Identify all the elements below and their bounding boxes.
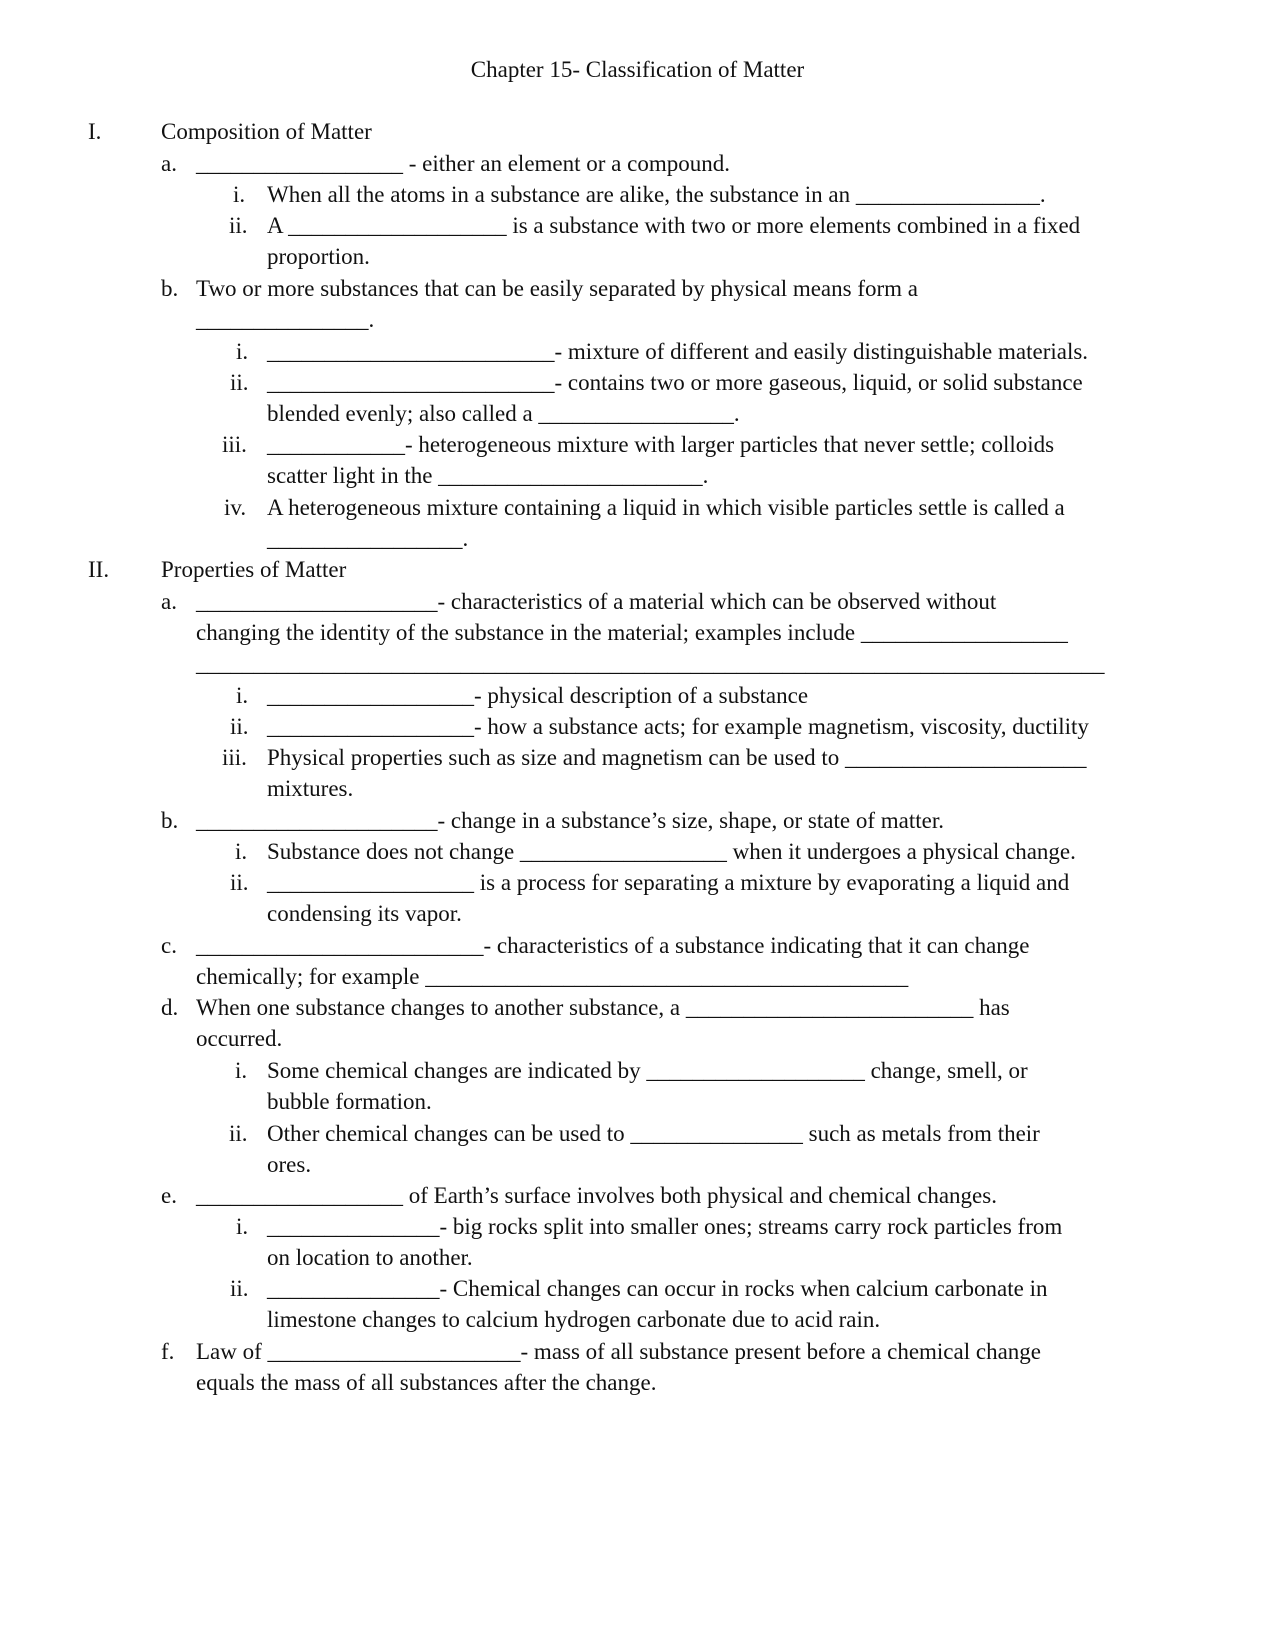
subitem-text: ____________- heterogeneous mixture with larger particles that never settle; colloids (267, 432, 1055, 457)
section-number: I. (88, 119, 102, 144)
item-text-continued: equals the mass of all substances after the change. (196, 1370, 657, 1395)
subitem-label: ii. (229, 1121, 248, 1146)
subitem-text: A ___________________ is a substance with two or more elements combined in a fixed (267, 213, 1081, 238)
subitem-label: i. (233, 182, 246, 207)
item-text-continued: changing the identity of the substance in the material; examples include __________________ (196, 620, 1068, 645)
subitem-text: Other chemical changes can be used to _______________ such as metals from their (267, 1121, 1040, 1146)
page-title: Chapter 15- Classification of Matter (470, 57, 805, 82)
item-text: Two or more substances that can be easily separated by physical means form a (196, 276, 919, 301)
subitem-text: _________________________- mixture of different and easily distinguishable materials. (267, 339, 1089, 364)
subitem-text: _______________- Chemical changes can occur in rocks when calcium carbonate in (267, 1276, 1048, 1301)
item-text: Law of ______________________- mass of all substance present before a chemical change (196, 1339, 1041, 1364)
item-text: __________________ of Earth’s surface involves both physical and chemical changes. (196, 1183, 997, 1208)
subitem-text-continued: ores. (267, 1152, 312, 1177)
subitem-text-continued: mixtures. (267, 776, 354, 801)
item-text: __________________ - either an element or a compound. (196, 151, 730, 176)
item-text: _____________________- characteristics of a material which can be observed without (196, 589, 997, 614)
subitem-text: _________________________- contains two or more gaseous, liquid, or solid substance (267, 370, 1083, 395)
subitem-text: __________________ is a process for separating a mixture by evaporating a liquid and (267, 870, 1070, 895)
subitem-text-continued: scatter light in the _______________________. (267, 463, 709, 488)
section-heading: Properties of Matter (161, 557, 347, 582)
item-label: b. (161, 276, 179, 301)
subitem-label: iv. (224, 495, 247, 520)
item-text-continued: _______________________________________________________________________________ (196, 651, 1105, 676)
subitem-label: ii. (230, 370, 249, 395)
item-label: f. (161, 1339, 175, 1364)
item-text: _____________________- change in a substance’s size, shape, or state of matter. (196, 808, 944, 833)
item-text-continued: occurred. (196, 1026, 283, 1051)
item-text-continued: chemically; for example __________________________________________ (196, 964, 909, 989)
item-label: d. (161, 995, 179, 1020)
subitem-label: ii. (229, 213, 248, 238)
subitem-text-continued: proportion. (267, 244, 370, 269)
subitem-label: ii. (230, 870, 249, 895)
subitem-label: ii. (230, 1276, 249, 1301)
subitem-text: When all the atoms in a substance are alike, the substance in an ________________. (267, 182, 1046, 207)
item-text: _________________________- characteristics of a substance indicating that it can change (196, 933, 1030, 958)
subitem-label: i. (236, 683, 249, 708)
item-label: b. (161, 808, 179, 833)
subitem-text-continued: blended evenly; also called a _________________. (267, 401, 740, 426)
subitem-text-continued: on location to another. (267, 1245, 473, 1270)
subitem-label: i. (235, 839, 248, 864)
section-heading: Composition of Matter (161, 119, 372, 144)
subitem-label: iii. (222, 745, 247, 770)
subitem-text-continued: _________________. (267, 526, 469, 551)
subitem-label: ii. (230, 714, 249, 739)
item-label: a. (161, 151, 177, 176)
item-label: c. (161, 933, 177, 958)
subitem-text: Some chemical changes are indicated by ___________________ change, smell, or (267, 1058, 1028, 1083)
subitem-text: A heterogeneous mixture containing a liquid in which visible particles settle is called a (267, 495, 1065, 520)
subitem-text: __________________- physical description of a substance (267, 683, 809, 708)
subitem-text: _______________- big rocks split into smaller ones; streams carry rock particles from (267, 1214, 1063, 1239)
subitem-text-continued: limestone changes to calcium hydrogen carbonate due to acid rain. (267, 1307, 881, 1332)
subitem-text-continued: bubble formation. (267, 1089, 432, 1114)
item-label: a. (161, 589, 177, 614)
item-label: e. (161, 1183, 177, 1208)
item-text: When one substance changes to another substance, a _________________________ has (196, 995, 1010, 1020)
item-text-continued: _______________. (196, 307, 375, 332)
subitem-label: i. (236, 339, 249, 364)
subitem-label: iii. (222, 432, 247, 457)
subitem-text: Physical properties such as size and magnetism can be used to _____________________ (267, 745, 1087, 770)
section-number: II. (88, 557, 110, 582)
subitem-label: i. (236, 1214, 249, 1239)
subitem-text: __________________- how a substance acts; for example magnetism, viscosity, ductility (267, 714, 1089, 739)
subitem-text: Substance does not change __________________ when it undergoes a physical change. (267, 839, 1076, 864)
subitem-text-continued: condensing its vapor. (267, 901, 462, 926)
subitem-label: i. (235, 1058, 248, 1083)
